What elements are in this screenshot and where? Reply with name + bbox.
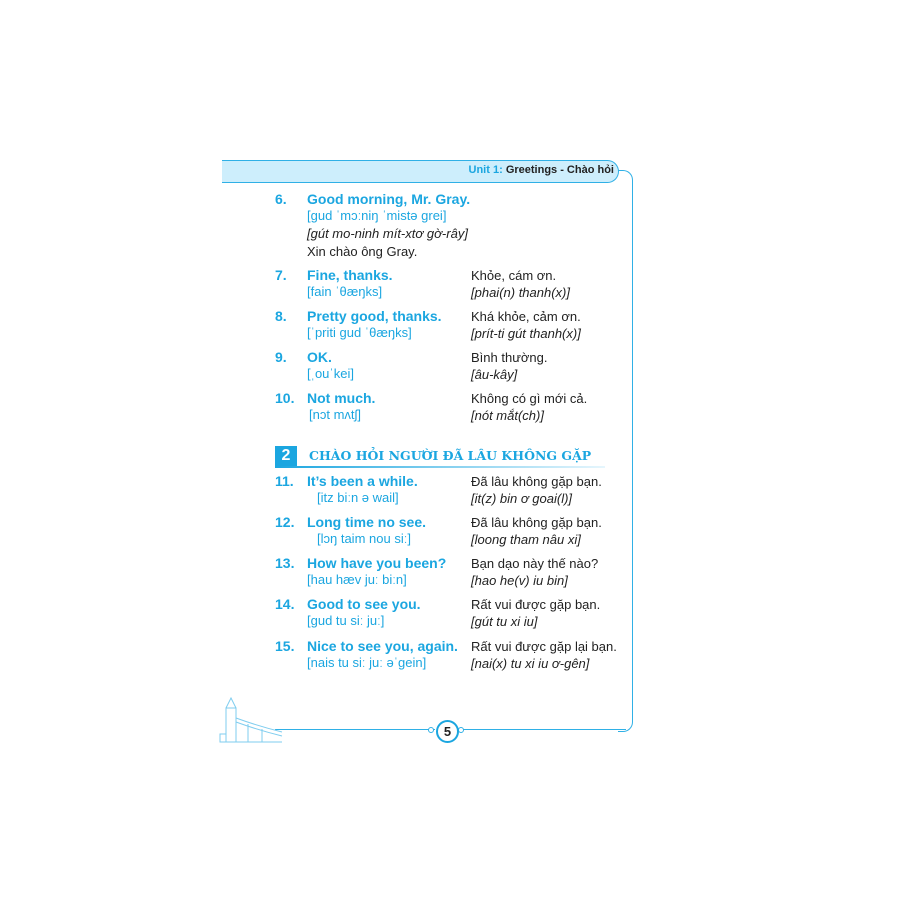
vietnamese-pronunciation: [prít-ti gút thanh(x)] [471, 326, 581, 341]
entry-number: 7. [275, 267, 287, 283]
vietnamese-pronunciation: [gút tu xi iu] [471, 614, 538, 629]
vietnamese-pronunciation: [nai(x) tu xi iu ơ-gên] [471, 656, 590, 671]
vietnamese-pronunciation: [loong tham nâu xi] [471, 532, 581, 547]
vietnamese-pronunciation: [nót mắt(ch)] [471, 408, 544, 423]
vietnamese-pronunciation: [hao he(v) iu bin] [471, 573, 568, 588]
entry-number: 14. [275, 596, 295, 612]
ipa-transcription: [nais tu siː juː əˈgein] [307, 655, 427, 670]
page-number: 5 [436, 720, 459, 743]
entry-number: 15. [275, 638, 295, 654]
vietnamese-pronunciation: [phai(n) thanh(x)] [471, 285, 570, 300]
english-phrase: Fine, thanks. [307, 267, 393, 283]
entry-number: 9. [275, 349, 287, 365]
ipa-transcription: [ˈpriti gud ˈθæŋks] [307, 325, 412, 340]
section-number: 2 [275, 446, 297, 466]
entry-number: 12. [275, 514, 295, 530]
vietnamese-pronunciation: [it(z) bin ơ goai(l)] [471, 491, 573, 506]
english-phrase: Good to see you. [307, 596, 421, 612]
page-frame [618, 170, 633, 732]
vietnamese-translation: Đã lâu không gặp bạn. [471, 474, 602, 489]
section-underline [275, 466, 605, 468]
entry-number: 6. [275, 191, 287, 207]
ipa-transcription: [gud ˈmɔːniŋ ˈmistə grei] [307, 208, 447, 223]
unit-label: Unit 1: [468, 164, 503, 176]
running-header [469, 164, 614, 176]
vietnamese-translation: Xin chào ông Gray. [307, 244, 418, 259]
vietnamese-pronunciation: [gút mo-ninh mít-xtơ gờ-rây] [307, 226, 468, 241]
vietnamese-translation: Rất vui được gặp lại bạn. [471, 639, 617, 654]
entry-number: 11. [275, 473, 294, 489]
footer-line-left [275, 729, 435, 730]
english-phrase: Long time no see. [307, 514, 427, 530]
english-phrase: OK. [307, 349, 332, 365]
vietnamese-translation: Không có gì mới cả. [471, 391, 588, 406]
unit-title: Greetings - Chào hỏi [505, 164, 614, 176]
footer-dot [428, 727, 434, 733]
entry-number: 8. [275, 308, 287, 324]
vietnamese-translation: Khá khỏe, cảm ơn. [471, 309, 581, 324]
ipa-transcription: [nɔt mʌtʃ] [309, 407, 362, 422]
english-phrase: Pretty good, thanks. [307, 308, 442, 324]
ipa-transcription: [ˌouˈkei] [307, 366, 354, 381]
vietnamese-translation: Bạn dạo này thế nào? [471, 556, 599, 571]
vietnamese-pronunciation: [âu-kây] [471, 367, 518, 382]
english-phrase: How have you been? [307, 555, 447, 571]
english-phrase: It’s been a while. [307, 473, 418, 489]
vietnamese-translation: Bình thường. [471, 350, 548, 365]
section-title: CHÀO HỎI NGƯỜI ĐÃ LÂU KHÔNG GẶP [309, 448, 592, 463]
entry-number: 13. [275, 555, 295, 571]
english-phrase: Nice to see you, again. [307, 638, 458, 654]
ipa-transcription: [lɔŋ taim nou siː] [317, 531, 411, 546]
english-phrase: Not much. [307, 390, 376, 406]
entry-number: 10. [275, 390, 295, 406]
ipa-transcription: [fain ˈθæŋks] [307, 284, 383, 299]
footer-line-right [460, 729, 626, 730]
ipa-transcription: [itz biːn ə wail] [317, 490, 399, 505]
tower-bridge-icon [218, 696, 284, 748]
english-phrase: Good morning, Mr. Gray. [307, 191, 471, 207]
vietnamese-translation: Rất vui được gặp bạn. [471, 597, 601, 612]
vietnamese-translation: Khỏe, cám ơn. [471, 268, 557, 283]
ipa-transcription: [hau hæv juː biːn] [307, 572, 407, 587]
ipa-transcription: [gud tu siː juː] [307, 613, 385, 628]
vietnamese-translation: Đã lâu không gặp bạn. [471, 515, 602, 530]
